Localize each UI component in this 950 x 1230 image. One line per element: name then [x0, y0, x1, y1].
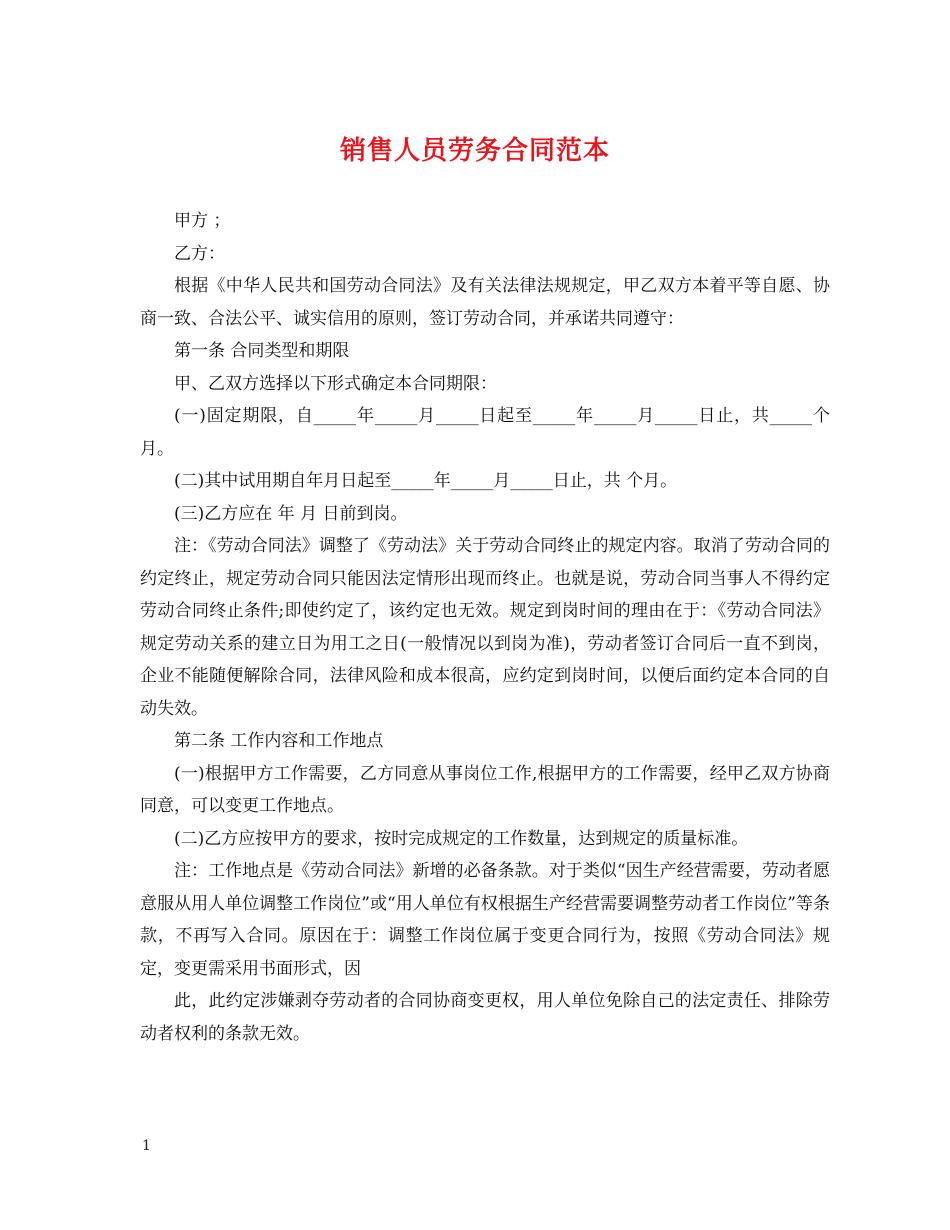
- article-1-item-1: (一)固定期限，自_____年_____月_____日起至_____年_____月_____日止，共_____个月。: [140, 406, 830, 459]
- party-b-line: 乙方：: [174, 243, 225, 264]
- article-2-note: 注：工作地点是《劳动合同法》新增的必备条款。对于类似“因生产经营需要，劳动者愿意服从用人单位调整工作岗位”或“用人单位有权根据生产经营需要调整劳动者工作岗位”等条款，不再写入合同。原因在于：调整工作岗位属于变更合同行为，按照《劳动合同法》规定，变更需采用书面形式，因: [140, 861, 830, 979]
- article-2-item-2: (二)乙方应按甲方的要求，按时完成规定的工作数量，达到规定的质量标准。: [174, 828, 749, 849]
- article-2-heading: 第二条 工作内容和工作地点: [174, 731, 384, 751]
- article-1-note: 注：《劳动合同法》调整了《劳动法》关于劳动合同终止的规定内容。取消了劳动合同的约定终止，规定劳动合同只能因法定情形出现而终止。也就是说，劳动合同当事人不得约定劳动合同终止条件;即使约定了，该约定也无效。规定到岗时间的理由在于：《劳动合同法》规定劳动关系的建立日为用工之日(一般情况以到岗为准)，劳动者签订合同后一直不到岗，企业不能随便解除合同，法律风险和成本很高，应约定到岗时间，以便后面约定本合同的自动失效。: [140, 536, 830, 719]
- document-body: [140, 205, 830, 1050]
- party-a-line: 甲方 ；: [174, 211, 231, 231]
- article-1-intro: 甲、乙双方选择以下形式确定本合同期限：: [174, 373, 497, 394]
- document-title: 销售人员劳务合同范本: [339, 136, 610, 166]
- article-1-item-2: (二)其中试用期自年月日起至_____年_____月_____日止，共 个月。: [174, 471, 678, 491]
- article-1-item-3: (三)乙方应在 年 月 日前到岗。: [174, 503, 408, 524]
- page-number: 1: [142, 1138, 151, 1154]
- article-2-item-1: (一)根据甲方工作需要，乙方同意从事岗位工作,根据甲方的工作需要，经甲乙双方协商同意，可以变更工作地点。: [140, 763, 830, 816]
- preamble-paragraph: 根据《中华人民共和国劳动合同法》及有关法律法规规定，甲乙双方本着平等自愿、协商一致、合法公平、诚实信用的原则，签订劳动合同，并承诺共同遵守：: [140, 276, 830, 329]
- article-1-heading: 第一条 合同类型和期限: [174, 341, 350, 361]
- article-2-note-continued: 此，此约定涉嫌剥夺劳动者的合同协商变更权，用人单位免除自己的法定责任、排除劳动者权利的条款无效。: [140, 991, 830, 1044]
